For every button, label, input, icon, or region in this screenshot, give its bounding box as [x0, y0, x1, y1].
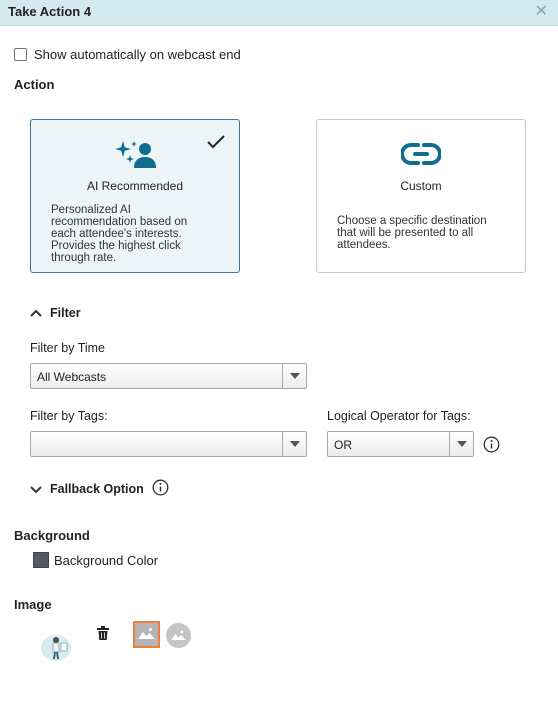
image-thumbnail [40, 630, 72, 662]
link-icon [399, 138, 443, 170]
background-color-label: Background Color [54, 552, 159, 568]
filter-label: Filter [50, 305, 81, 320]
custom-title: Custom [400, 179, 442, 193]
ai-user-sparkle-icon [113, 138, 157, 170]
show-automatically-label: Show automatically on webcast end [34, 47, 241, 62]
custom-card[interactable] [316, 119, 526, 273]
dropdown-arrow [282, 432, 306, 456]
trash-icon[interactable] [96, 626, 110, 644]
background-heading: Background [14, 528, 90, 543]
action-heading: Action [14, 77, 55, 92]
dropdown-arrow [282, 364, 306, 388]
show-automatically-option[interactable] [14, 47, 241, 62]
ai-recommended-title: AI Recommended [86, 179, 184, 193]
filter-by-tags-label: Filter by Tags: [30, 409, 108, 423]
image-heading: Image [14, 597, 52, 612]
image-library-button[interactable] [166, 623, 191, 648]
ai-recommended-card[interactable] [30, 119, 240, 273]
image-icon [171, 628, 186, 643]
logical-operator-value: OR [334, 438, 352, 452]
dialog-titlebar [0, 0, 558, 26]
chevron-down-icon [290, 373, 300, 379]
filter-by-tags-select[interactable] [30, 431, 307, 457]
chevron-down-icon [30, 482, 42, 497]
logical-operator-select[interactable] [327, 431, 474, 457]
ai-recommended-description: Personalized AI recommendation based on each attendee's interests. Provides the highest click through rate. [51, 204, 188, 264]
custom-description: Choose a specific destination that will be presented to all attendees. [337, 215, 487, 251]
logical-operator-label: Logical Operator for Tags: [327, 409, 471, 423]
show-automatically-checkbox[interactable] [14, 48, 27, 61]
chevron-down-icon [290, 441, 300, 447]
image-upload-button[interactable] [133, 621, 160, 648]
background-color-picker[interactable] [33, 552, 158, 568]
filter-by-time-select[interactable] [30, 363, 307, 389]
chevron-up-icon [30, 305, 42, 320]
dropdown-arrow [449, 432, 473, 456]
close-icon[interactable]: ✕ [534, 3, 548, 20]
color-swatch[interactable] [33, 552, 49, 568]
info-icon[interactable] [483, 436, 500, 456]
fallback-option-toggle[interactable] [30, 479, 169, 499]
chevron-down-icon [457, 441, 467, 447]
filter-toggle[interactable] [30, 305, 81, 320]
filter-by-time-value: All Webcasts [37, 370, 107, 384]
dialog-title: Take Action 4 [8, 4, 92, 19]
info-icon[interactable] [152, 479, 169, 499]
image-icon [138, 627, 155, 642]
filter-by-time-label: Filter by Time [30, 341, 106, 355]
fallback-option-label: Fallback Option [50, 482, 144, 496]
checkmark-icon [206, 134, 226, 153]
